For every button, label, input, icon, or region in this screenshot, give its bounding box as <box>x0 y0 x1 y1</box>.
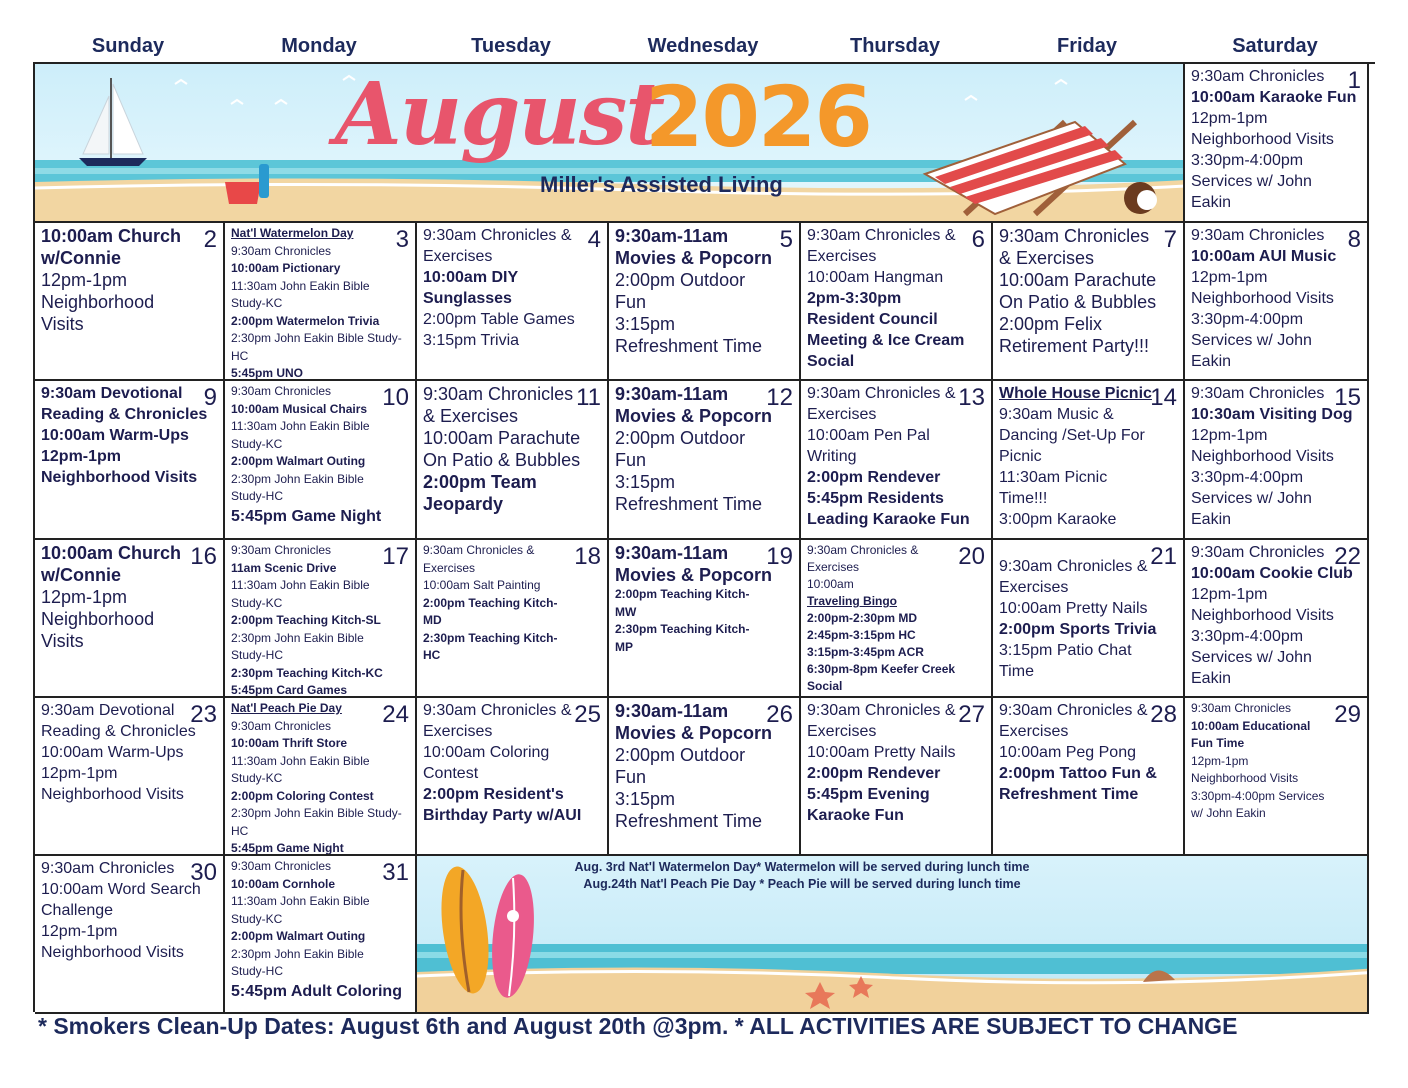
event-line: 9:30am Chronicles <box>1191 227 1325 244</box>
event-line: 2:00pm Rendever <box>807 765 941 782</box>
day-cell-7 <box>993 223 1185 381</box>
event-line: 9:30am Chronicles <box>999 226 1150 246</box>
event-line: Services w/ John <box>1191 332 1312 349</box>
event-line: 2:30pm Teaching Kitch-KC <box>231 665 383 680</box>
day-cell-27 <box>801 698 993 856</box>
event-line: Fun <box>615 450 647 470</box>
day-cell-22 <box>1185 540 1369 698</box>
event-line: Movies & Popcorn <box>615 248 773 268</box>
day-number: 4 <box>587 226 601 253</box>
day-cell-12 <box>609 381 801 540</box>
weekday-saturday: Saturday <box>1232 35 1318 57</box>
day-cell-11 <box>417 381 609 540</box>
event-line: Study-KC <box>231 771 283 785</box>
day-cell-28 <box>993 698 1185 856</box>
event-line: 2:00pm Teaching Kitch-SL <box>231 613 381 627</box>
event-line: Neighborhood <box>41 609 155 629</box>
event-line: 2:00pm Rendever <box>807 469 941 486</box>
footer-disclaimer: * Smokers Clean-Up Dates: August 6th and August 20th @3pm. * ALL ACTIVITIES ARE SUBJECT TO CHANGE <box>38 1013 1238 1039</box>
weekday-tuesday: Tuesday <box>471 35 551 57</box>
event-line: 2:00pm Walmart Outing <box>231 929 366 943</box>
note-watermelon-day: Aug. 3rd Nat'l Watermelon Day* Watermelon will be served during lunch time <box>574 860 1030 874</box>
event-line: Time!!! <box>999 490 1048 507</box>
event-line: 3:15pm <box>615 789 676 809</box>
event-line: 5:45pm Evening <box>807 786 930 803</box>
day-number: 22 <box>1334 543 1361 570</box>
event-line: Study-HC <box>231 648 284 662</box>
event-line: 10:30am Visiting Dog <box>1191 406 1353 423</box>
day-cell-10 <box>225 381 417 540</box>
day-cell-1 <box>1185 64 1369 223</box>
event-line: 9:30am Chronicles & <box>423 543 535 557</box>
event-line: Fun <box>615 292 647 312</box>
day-number: 24 <box>382 701 409 728</box>
event-line: w/Connie <box>41 248 121 268</box>
event-line: Visits <box>41 314 84 334</box>
event-line: 5:45pm UNO <box>231 366 304 380</box>
event-line: Exercises <box>423 248 493 265</box>
event-line: 9:30am Devotional <box>41 385 183 402</box>
day-number: 20 <box>958 543 985 570</box>
day-number: 9 <box>203 384 217 411</box>
day-number: 11 <box>576 384 601 411</box>
event-line: 2:00pm Coloring Contest <box>231 788 374 803</box>
event-line: Movies & Popcorn <box>615 406 773 426</box>
event-line: 2:00pm Felix <box>999 314 1103 334</box>
event-line: Exercises <box>999 723 1069 740</box>
event-line: 2:00pm Table Games <box>423 311 575 328</box>
event-line: Exercises <box>807 723 877 740</box>
day-number: 5 <box>779 226 793 253</box>
event-line: Exercises <box>807 406 877 423</box>
day-cell-5 <box>609 223 801 381</box>
event-line: 10:00am Pictionary <box>231 261 341 275</box>
event-line: 2:00pm Teaching Kitch- <box>615 587 750 601</box>
event-line: 2:30pm John Eakin Bible Study- <box>231 806 402 820</box>
event-line: 10:00am <box>807 577 854 591</box>
event-line: Fun <box>615 767 647 787</box>
event-line: Nat'l Watermelon Day <box>231 226 354 240</box>
event-line: 10:00am Parachute <box>999 270 1157 290</box>
event-line: 2:45pm-3:15pm HC <box>807 628 916 642</box>
calendar-grid <box>33 62 1375 1012</box>
event-line: Neighborhood <box>41 292 155 312</box>
day-cell-23 <box>35 698 225 856</box>
event-line: 3:30pm-4:00pm Services <box>1191 788 1325 803</box>
event-line: 11:30am John Eakin Bible <box>231 578 370 592</box>
day-number: 8 <box>1347 226 1361 253</box>
event-line: 12pm-1pm <box>1191 269 1268 286</box>
event-line: & Exercises <box>999 248 1095 268</box>
day-number: 21 <box>1150 543 1177 570</box>
event-line: 9:30am Chronicles <box>231 859 332 873</box>
event-line: 12pm-1pm <box>41 270 128 290</box>
event-line: 2:30pm John Eakin Bible <box>231 946 364 961</box>
event-line: 9:30am Chronicles <box>1191 68 1325 85</box>
event-line: 3:30pm-4:00pm <box>1191 469 1304 486</box>
event-line: Neighborhood Visits <box>1191 771 1299 785</box>
event-line: 10:00am Church <box>41 226 182 246</box>
weekday-header-row <box>33 32 1375 60</box>
day-number: 26 <box>766 701 793 728</box>
event-line: On Patio & Bubbles <box>423 450 581 470</box>
event-line: Services w/ John <box>1191 173 1312 190</box>
event-line: 2pm-3:30pm <box>807 290 902 307</box>
event-line: 10:00am Cookie Club <box>1191 565 1353 582</box>
event-line: HC <box>423 648 441 662</box>
day-cell-17 <box>225 540 417 698</box>
event-line: 3:00pm Karaoke <box>999 511 1117 528</box>
event-line: Study-KC <box>231 296 283 310</box>
event-line: Refreshment Time <box>615 494 763 514</box>
event-line: 10:00am Peg Pong <box>999 744 1136 761</box>
event-line: w/ John Eakin <box>1191 806 1266 820</box>
event-line: 10:00am Karaoke Fun <box>1191 89 1357 106</box>
event-line: Study-KC <box>231 911 283 926</box>
event-line: 9:30am Chronicles <box>231 243 332 258</box>
event-line: 9:30am Chronicles & <box>423 227 572 244</box>
event-line: Visits <box>41 631 84 651</box>
day-number: 19 <box>766 543 793 570</box>
event-line: Eakin <box>1191 670 1232 687</box>
event-line: 10:00am Pretty Nails <box>807 744 956 761</box>
event-line: 12pm-1pm <box>1191 110 1268 127</box>
day-number: 6 <box>971 226 985 253</box>
event-line: 2:00pm Teaching Kitch- <box>423 595 558 610</box>
event-line: 9:30am Devotional <box>41 702 175 719</box>
event-line: 2:00pm Team <box>423 472 537 492</box>
day-cell-9 <box>35 381 225 540</box>
event-line: 9:30am Chronicles <box>41 860 175 877</box>
day-cell-18 <box>417 540 609 698</box>
day-cell-19 <box>609 540 801 698</box>
day-cell-6 <box>801 223 993 381</box>
event-line: Study-HC <box>231 964 284 978</box>
event-line: 9:30am Chronicles <box>1191 544 1325 561</box>
event-line: 9:30am Music & <box>999 406 1114 423</box>
event-line: 3:15pm <box>615 472 676 492</box>
event-line: Social <box>807 353 855 370</box>
event-line: Neighborhood Visits <box>41 944 184 961</box>
day-cell-31 <box>225 856 417 1014</box>
event-line: 9:30am Chronicles & <box>807 702 956 719</box>
event-line: Nat'l Peach Pie Day <box>231 701 342 715</box>
day-cell-26 <box>609 698 801 856</box>
event-line: 6:30pm-8pm Keefer Creek <box>807 662 956 676</box>
event-line: 9:30am Chronicles <box>1191 385 1325 402</box>
event-line: 9:30am Chronicles & <box>807 385 956 402</box>
event-line: 2:00pm Tattoo Fun & <box>999 765 1157 782</box>
event-line: Fun Time <box>1191 736 1245 750</box>
event-line: 10:00am Musical Chairs <box>231 401 368 416</box>
event-line: Leading Karaoke Fun <box>807 511 970 528</box>
day-number: 30 <box>190 859 217 886</box>
event-line: w/Connie <box>41 565 121 585</box>
day-cell-2 <box>35 223 225 381</box>
event-line: 2:00pm Outdoor <box>615 428 746 448</box>
weekday-wednesday: Wednesday <box>647 35 759 57</box>
event-line: 3:15pm Patio Chat <box>999 642 1132 659</box>
day-number: 13 <box>958 384 985 411</box>
day-cell-13 <box>801 381 993 540</box>
event-line: Time <box>999 663 1034 680</box>
event-line: Refreshment Time <box>615 811 763 831</box>
day-cell-3 <box>225 223 417 381</box>
event-line: 5:45pm Adult Coloring <box>231 982 402 1000</box>
event-line: 10:00am AUI Music <box>1191 248 1337 265</box>
event-line: 10:00am Thrift Store <box>231 736 348 750</box>
event-line: 9:30am Chronicles & <box>423 702 572 719</box>
event-line: 2:30pm Teaching Kitch- <box>615 622 750 636</box>
event-line: Resident Council <box>807 311 938 328</box>
event-line: 9:30am-11am <box>615 701 729 721</box>
event-line: 2:30pm John Eakin Bible <box>231 471 364 486</box>
event-line: 9:30am Chronicles <box>231 384 332 398</box>
day-cell-8 <box>1185 223 1369 381</box>
day-cell-20 <box>801 540 993 698</box>
event-line: 2:30pm Teaching Kitch- <box>423 630 558 645</box>
day-cell-14 <box>993 381 1185 540</box>
event-line: Neighborhood Visits <box>1191 131 1334 148</box>
day-cell-4 <box>417 223 609 381</box>
event-line: Sunglasses <box>423 290 512 307</box>
day-number: 27 <box>958 701 985 728</box>
event-line: 10:00am Hangman <box>807 269 944 286</box>
event-line: 5:45pm Residents <box>807 490 944 507</box>
event-line: 9:30am Chronicles <box>231 543 332 557</box>
day-number: 29 <box>1334 701 1361 728</box>
day-number: 1 <box>1347 67 1361 94</box>
event-line: 10:00am Coloring <box>423 744 550 761</box>
event-line: 2:00pm Walmart Outing <box>231 454 366 468</box>
event-line: 10:00am Pretty Nails <box>999 600 1148 617</box>
event-line: 2:30pm John Eakin Bible Study- <box>231 331 402 345</box>
event-line: Exercises <box>807 560 860 574</box>
event-line: 5:45pm Card Games <box>231 683 348 697</box>
day-cell-25 <box>417 698 609 856</box>
event-line: Eakin <box>1191 353 1232 370</box>
day-number: 10 <box>382 384 409 411</box>
event-line: MD <box>423 613 442 627</box>
event-line: Services w/ John <box>1191 649 1312 666</box>
event-line: 3:30pm-4:00pm <box>1191 628 1304 645</box>
event-line: Refreshment Time <box>615 336 763 356</box>
event-line: Whole House Picnic <box>999 385 1152 402</box>
event-line: 9:30am Chronicles <box>1191 701 1292 715</box>
weekday-monday: Monday <box>281 35 357 57</box>
event-line: 3:15pm Trivia <box>423 332 520 349</box>
event-line: Movies & Popcorn <box>615 565 773 585</box>
event-line: 2:00pm Outdoor <box>615 745 746 765</box>
event-line: 2:00pm Outdoor <box>615 270 746 290</box>
event-line: Exercises <box>999 579 1069 596</box>
event-line: Jeopardy <box>423 494 504 514</box>
event-line: 10:00am Parachute <box>423 428 581 448</box>
event-line: 11:30am John Eakin Bible <box>231 278 370 293</box>
event-line: 9:30am-11am <box>615 543 729 563</box>
event-line: Study-KC <box>231 436 283 451</box>
event-line: Writing <box>807 448 857 465</box>
event-line: 10:00am Cornhole <box>231 876 336 891</box>
event-line: 9:30am Chronicles & <box>999 702 1148 719</box>
day-cell-30 <box>35 856 225 1014</box>
event-line: Exercises <box>423 560 476 575</box>
day-number: 12 <box>766 384 793 411</box>
event-line: Retirement Party!!! <box>999 336 1150 356</box>
event-line: 3:30pm-4:00pm <box>1191 152 1304 169</box>
day-number: 14 <box>1150 384 1177 411</box>
event-line: MW <box>615 604 637 619</box>
event-line: Study-HC <box>231 489 284 503</box>
event-line: Karaoke Fun <box>807 807 904 824</box>
event-line: 12pm-1pm <box>1191 753 1249 768</box>
event-line: 11:30am John Eakin Bible <box>231 894 370 908</box>
event-line: Dancing /Set-Up For <box>999 427 1145 444</box>
event-line: 3:30pm-4:00pm <box>1191 311 1304 328</box>
event-line: 12pm-1pm <box>1191 427 1268 444</box>
event-line: 9:30am-11am <box>615 226 729 246</box>
event-line: Eakin <box>1191 511 1232 528</box>
weekday-thursday: Thursday <box>849 35 941 57</box>
event-line: 11:30am John Eakin Bible <box>231 753 370 768</box>
banner-facility-name: Miller's Assisted Living <box>540 172 783 197</box>
event-line: 2:00pm Watermelon Trivia <box>231 313 380 328</box>
event-line: 11:30am John Eakin Bible <box>231 419 370 433</box>
event-line: 10:00am Word Search <box>41 881 201 898</box>
day-cell-29 <box>1185 698 1369 856</box>
event-line: HC <box>231 348 249 363</box>
event-line: HC <box>231 823 249 838</box>
day-number: 7 <box>1163 226 1177 253</box>
event-line: Neighborhood Visits <box>41 786 184 803</box>
event-line: 2:30pm John Eakin Bible <box>231 630 364 645</box>
event-line: 12pm-1pm <box>41 923 118 940</box>
day-number: 25 <box>574 701 601 728</box>
day-cell-24 <box>225 698 417 856</box>
event-line: Eakin <box>1191 194 1232 211</box>
event-line: Reading & Chronicles <box>41 406 208 423</box>
event-line: Neighborhood Visits <box>1191 290 1334 307</box>
event-line: 2:00pm Resident's <box>423 786 564 803</box>
event-line: Refreshment Time <box>999 786 1139 803</box>
event-line: 9:30am Chronicles & <box>999 558 1148 575</box>
event-line: Picnic <box>999 448 1042 465</box>
event-line: 3:15pm <box>615 314 676 334</box>
banner-year-title: 2026 <box>645 68 871 166</box>
event-line: 9:30am-11am <box>615 384 729 404</box>
event-line: 3:15pm-3:45pm ACR <box>807 645 924 659</box>
day-number: 15 <box>1334 384 1361 411</box>
event-line: 5:45pm Game Night <box>231 507 382 525</box>
event-line: Services w/ John <box>1191 490 1312 507</box>
day-number: 3 <box>395 226 409 253</box>
event-line: 12pm-1pm <box>41 765 118 782</box>
day-cell-16 <box>35 540 225 698</box>
event-line: 11:30am Picnic <box>999 469 1108 486</box>
event-line: Movies & Popcorn <box>615 723 773 743</box>
event-line: Social <box>807 679 843 693</box>
event-line: 11am Scenic Drive <box>231 560 337 575</box>
event-line: Exercises <box>807 248 877 265</box>
banner-month-title: August <box>335 64 664 165</box>
event-line: 2:00pm-2:30pm MD <box>807 611 918 625</box>
event-line: 9:30am Chronicles <box>423 384 574 404</box>
event-line: Neighborhood Visits <box>1191 607 1334 624</box>
event-line: Reading & Chronicles <box>41 723 196 740</box>
event-line: 5:45pm Game Night <box>231 841 344 855</box>
event-line: Contest <box>423 765 479 782</box>
event-line: 12pm-1pm <box>41 587 128 607</box>
day-number: 16 <box>190 543 217 570</box>
event-line: Birthday Party w/AUI <box>423 807 582 824</box>
event-line: 10:00am Pen Pal <box>807 427 930 444</box>
note-peach-pie-day: Aug.24th Nat'l Peach Pie Day * Peach Pie will be served during lunch time <box>583 877 1021 891</box>
event-line: Challenge <box>41 902 114 919</box>
day-number: 18 <box>574 543 601 570</box>
event-line: 10:00am Educational <box>1191 718 1311 733</box>
notes-beach-panel <box>417 856 1369 1014</box>
event-line: Traveling Bingo <box>807 594 898 608</box>
weekday-sunday: Sunday <box>91 35 165 57</box>
event-line: On Patio & Bubbles <box>999 292 1157 312</box>
event-line: 10:00am Church <box>41 543 182 563</box>
event-line: Exercises <box>423 723 493 740</box>
event-line: Neighborhood Visits <box>1191 448 1334 465</box>
day-cell-21 <box>993 540 1185 698</box>
day-number: 23 <box>190 701 217 728</box>
event-line: 12pm-1pm <box>41 448 122 465</box>
day-number: 28 <box>1150 701 1177 728</box>
event-line: MP <box>615 639 633 654</box>
event-line: 10:00am Salt Painting <box>423 578 541 592</box>
event-line: 10:00am Warm-Ups <box>41 427 189 444</box>
event-line: Neighborhood Visits <box>41 469 198 486</box>
day-number: 2 <box>203 226 217 253</box>
event-line: 9:30am Chronicles & <box>807 227 956 244</box>
day-number: 17 <box>382 543 409 570</box>
event-line: 12pm-1pm <box>1191 586 1268 603</box>
event-line: & Exercises <box>423 406 519 426</box>
day-cell-15 <box>1185 381 1369 540</box>
event-line: 9:30am Chronicles <box>231 718 332 733</box>
event-line: 10:00am Warm-Ups <box>41 744 184 761</box>
event-line: Meeting & Ice Cream <box>807 332 965 349</box>
event-line: 10:00am DIY <box>423 269 519 286</box>
weekday-friday: Friday <box>1056 35 1118 57</box>
day-number: 31 <box>382 859 409 886</box>
calendar-banner <box>35 64 1185 223</box>
event-line: 9:30am Chronicles & <box>807 543 919 557</box>
event-line: Study-KC <box>231 595 283 610</box>
event-line: 2:00pm Sports Trivia <box>999 621 1157 638</box>
